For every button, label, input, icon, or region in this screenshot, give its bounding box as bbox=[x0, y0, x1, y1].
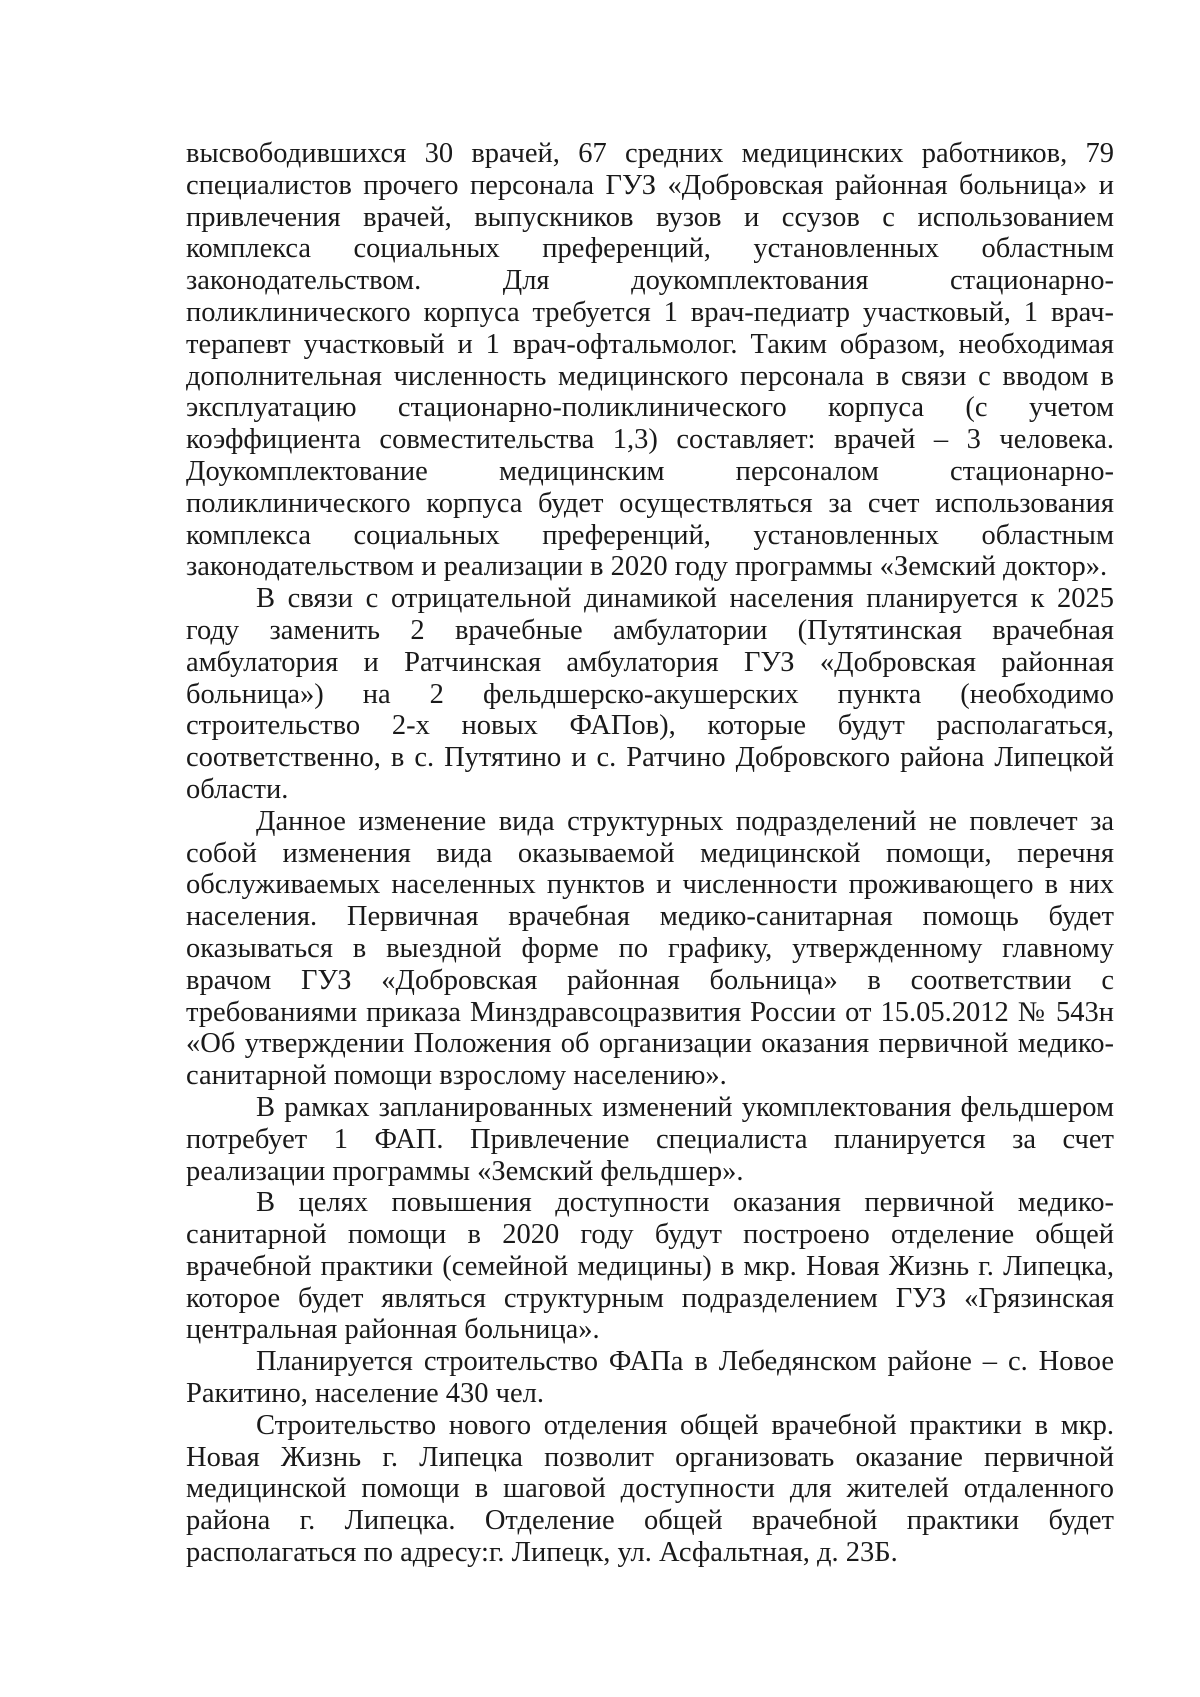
paragraph-new-department: Строительство нового отделения общей врачебной практики в мкр. Новая Жизнь г. Липецка позволит организовать оказание первичной медицинской помощи в шаговой доступности для жителей отдаленного района г. Липецка. Отделение общей врачебной практики будет располагаться по адресу:г. Липецк, ул. Асфальтная, д. 23Б. bbox=[186, 1409, 1114, 1569]
document-body bbox=[186, 138, 1114, 1569]
paragraph-general-practice: В целях повышения доступности оказания первичной медико-санитарной помощи в 2020 году будут построено отделение общей врачебной практики (семейной медицины) в мкр. Новая Жизнь г. Липецка, которое будет являться структурным подразделением ГУЗ «Грязинская центральная районная больница». bbox=[186, 1187, 1114, 1346]
paragraph-fap-construction: Планируется строительство ФАПа в Лебедянском районе – с. Новое Ракитино, население 430 чел. bbox=[186, 1346, 1114, 1410]
paragraph-ambulatory-replacement: В связи с отрицательной динамикой населения планируется к 2025 году заменить 2 врачебные амбулатории (Путятинская врачебная амбулатория и Ратчинская амбулатория ГУЗ «Добровская районная больница») на 2 фельдшерско-акушерских пункта (необходимо строительство 2-х новых ФАПов), которые будут располагаться, соответственно, в с. Путятино и с. Ратчино Добровского района Липецкой области. bbox=[186, 583, 1114, 805]
paragraph-staffing: высвободившихся 30 врачей, 67 средних медицинских работников, 79 специалистов прочего персонала ГУЗ «Добровская районная больница» и привлечения врачей, выпускников вузов и ссузов с использованием комплекса социальных преференций, установленных областным законодательством. Для доукомплектования стационарно-поликлинического корпуса требуется 1 врач-педиатр участковый, 1 врач-терапевт участковый и 1 врач-офтальмолог. Таким образом, необходимая дополнительная численность медицинского персонала в связи с вводом в эксплуатацию стационарно-поликлинического корпуса (с учетом коэффициента совместительства 1,3) составляет: врачей – 3 человека. Доукомплектование медицинским персоналом стационарно-поликлинического корпуса будет осуществляться за счет использования комплекса социальных преференций, установленных областным законодательством и реализации в 2020 году программы «Земский доктор». bbox=[186, 138, 1114, 583]
paragraph-structural-change: Данное изменение вида структурных подразделений не повлечет за собой изменения вида оказываемой медицинской помощи, перечня обслуживаемых населенных пунктов и численности проживающего в них населения. Первичная врачебная медико-санитарная помощь будет оказываться в выездной форме по графику, утвержденному главному врачом ГУЗ «Добровская районная больница» в соответствии с требованиями приказа Минздравсоцразвития России от 15.05.2012 № 543н «Об утверждении Положения об организации оказания первичной медико-санитарной помощи взрослому населению». bbox=[186, 805, 1114, 1092]
paragraph-feldsher-staffing: В рамках запланированных изменений укомплектования фельдшером потребует 1 ФАП. Привлечение специалиста планируется за счет реализации программы «Земский фельдшер». bbox=[186, 1091, 1114, 1187]
